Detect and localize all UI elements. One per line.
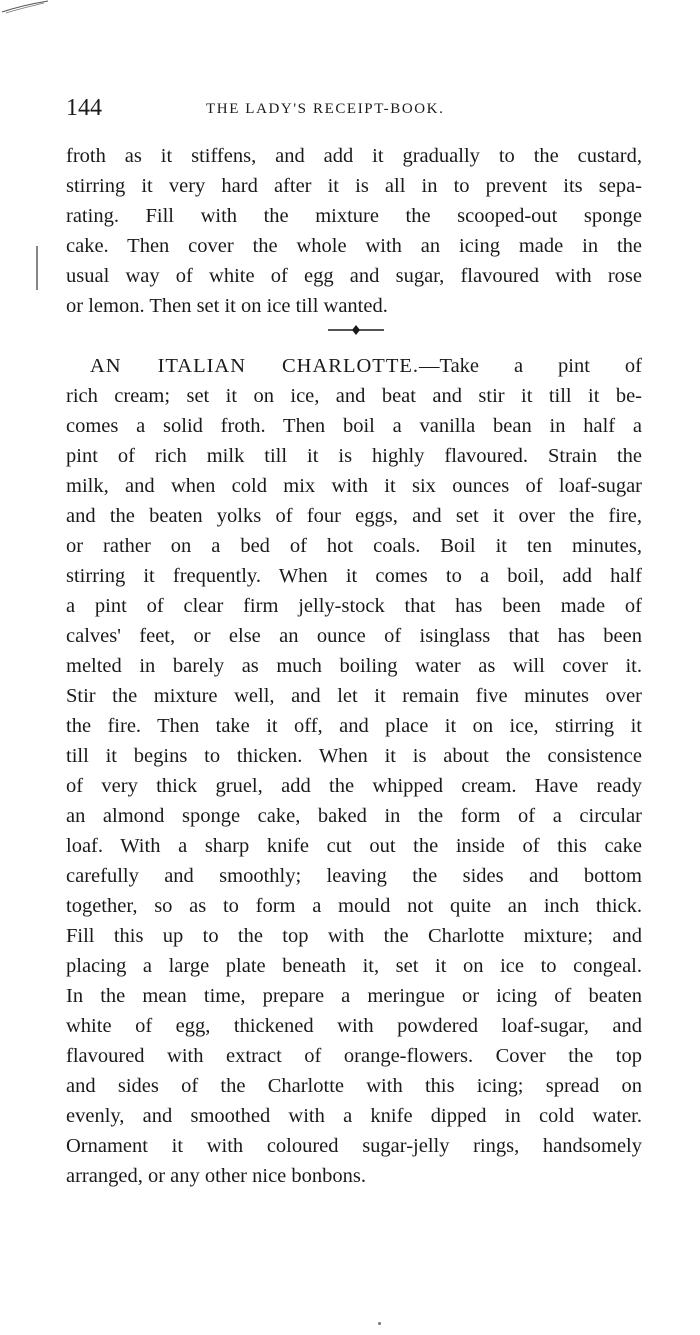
- text-line: arranged, or any other nice bonbons.: [66, 1165, 366, 1187]
- text-line: or rather on a bed of hot coals. Boil it ten minutes,: [66, 535, 642, 557]
- text-line: pint of rich milk till it is highly flavoured. Strain the: [66, 445, 642, 467]
- text-line: till it begins to thicken. When it is about the consistence: [66, 745, 642, 767]
- text-line: loaf. With a sharp knife cut out the inside of this cake: [66, 835, 642, 857]
- text-line: rating. Fill with the mixture the scooped-out sponge: [66, 205, 642, 227]
- text-line: evenly, and smoothed with a knife dipped in cold water.: [66, 1105, 642, 1127]
- text-line: together, so as to form a mould not quite an inch thick.: [66, 895, 642, 917]
- page-number: 144: [66, 95, 102, 121]
- recipe-first-line-text: —Take a pint of: [418, 355, 642, 377]
- recipe-italian-charlotte: [66, 351, 642, 1191]
- text-line: an almond sponge cake, baked in the form of a circular: [66, 805, 642, 827]
- text-line: the fire. Then take it off, and place it on ice, stirring it: [66, 715, 642, 737]
- text-line: rich cream; set it on ice, and beat and stir it till it be-: [66, 385, 642, 407]
- running-head: [66, 94, 642, 124]
- text-line: stirring it very hard after it is all in to prevent its sepa-: [66, 175, 642, 197]
- text-line: comes a solid froth. Then boil a vanilla bean in half a: [66, 415, 642, 437]
- margin-mark: [34, 244, 40, 292]
- recipe-first-line: [66, 351, 642, 381]
- running-title: THE LADY'S RECEIPT-BOOK.: [206, 101, 445, 117]
- text-line: or lemon. Then set it on ice till wanted.: [66, 295, 388, 317]
- text-line: Fill this up to the top with the Charlotte mixture; and: [66, 925, 642, 947]
- text-line: and the beaten yolks of four eggs, and set it over the fire,: [66, 505, 642, 527]
- text-line: usual way of white of egg and sugar, flavoured with rose: [66, 265, 642, 287]
- text-line: carefully and smoothly; leaving the sides and bottom: [66, 865, 642, 887]
- text-line: placing a large plate beneath it, set it on ice to congeal.: [66, 955, 642, 977]
- text-line: and sides of the Charlotte with this icing; spread on: [66, 1075, 642, 1097]
- continued-paragraph: [66, 141, 642, 321]
- recipe-title: AN ITALIAN CHARLOTTE.: [90, 355, 419, 377]
- text-line: stirring it frequently. When it comes to a boil, add half: [66, 565, 642, 587]
- paper-speck: [378, 1322, 381, 1325]
- text-line: In the mean time, prepare a meringue or icing of beaten: [66, 985, 642, 1007]
- text-line: melted in barely as much boiling water as will cover it.: [66, 655, 642, 677]
- corner-scratch-mark: [0, 0, 60, 14]
- text-line: flavoured with extract of orange-flowers. Cover the top: [66, 1045, 642, 1067]
- text-line: calves' feet, or else an ounce of isinglass that has been: [66, 625, 642, 647]
- text-line: of very thick gruel, add the whipped cream. Have ready: [66, 775, 642, 797]
- text-line: white of egg, thickened with powdered loaf-sugar, and: [66, 1015, 642, 1037]
- text-line: froth as it stiffens, and add it gradually to the custard,: [66, 145, 642, 167]
- text-line: Ornament it with coloured sugar-jelly rings, handsomely: [66, 1135, 642, 1157]
- text-line: Stir the mixture well, and let it remain five minutes over: [66, 685, 642, 707]
- text-line: milk, and when cold mix with it six ounces of loaf-sugar: [66, 475, 642, 497]
- text-line: cake. Then cover the whole with an icing made in the: [66, 235, 642, 257]
- text-line: a pint of clear firm jelly-stock that has been made of: [66, 595, 642, 617]
- section-divider-ornament: [326, 324, 386, 336]
